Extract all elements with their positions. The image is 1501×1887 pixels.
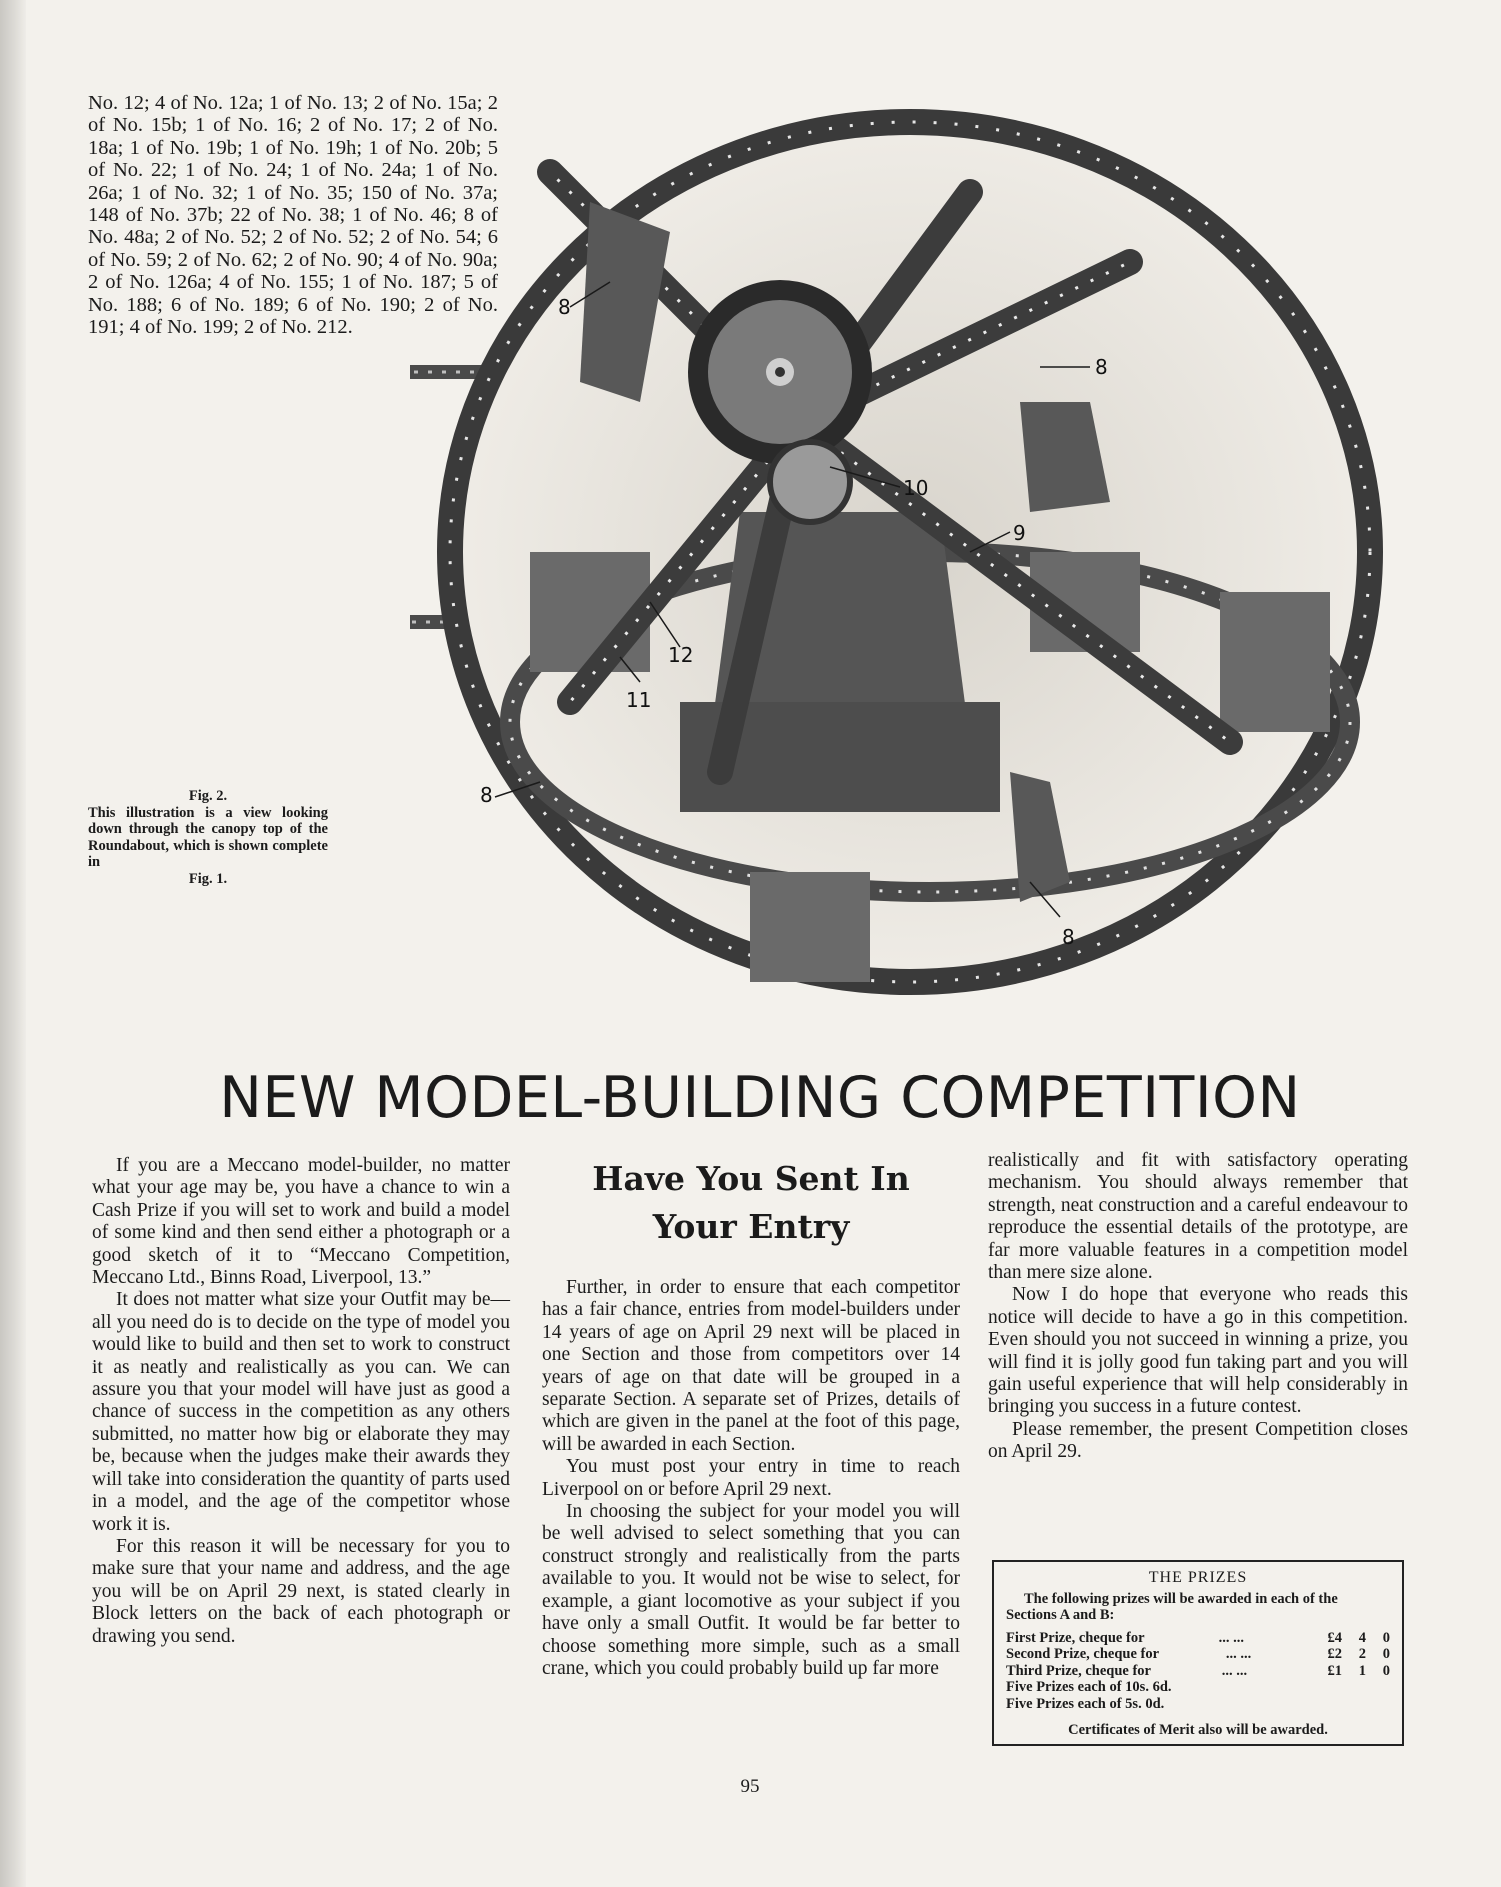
prizes-intro: The following prizes will be awarded in each of the Sections A and B:: [1006, 1590, 1338, 1623]
article-column-2: [542, 1155, 960, 1680]
prize-row: [1006, 1663, 1390, 1680]
callout-label: 8: [1062, 925, 1075, 949]
prize-pounds: £4: [1327, 1629, 1342, 1646]
page-number: 95: [740, 1776, 760, 1797]
subheading-line-1: Have You Sent In: [592, 1159, 910, 1198]
prize-amount: [1318, 1646, 1390, 1663]
callout-label: 8: [1095, 355, 1108, 379]
figure-caption: [88, 788, 328, 887]
headline: NEW MODEL-BUILDING COMPETITION: [219, 1065, 1301, 1131]
flat-plate-far-right: [1220, 592, 1330, 732]
prize-dots: ... ...: [1225, 1646, 1252, 1662]
paragraph: Further, in order to ensure that each competitor has a fair chance, entries from model-builders under 14 years of age on April 29 next will be placed in one Section and those from competitors over 14 years of age on that date will be grouped in a separate Section. A separate set of Prizes, details of which are given in the panel at the foot of this page, will be awarded in each Section.: [542, 1277, 960, 1455]
prizes-title: THE PRIZES: [1148, 1569, 1248, 1586]
prize-shillings: 2: [1358, 1646, 1366, 1662]
article-column-3: [988, 1150, 1408, 1464]
paragraph: If you are a Meccano model-builder, no matter what your age may be, you have a chance to win a Cash Prize if you will set to work and build a model of some kind and then send either a photograph or a good sketch of it to “Meccano Competition, Meccano Ltd., Binns Road, Liverpool, 13.”: [92, 1155, 510, 1289]
parts-list: No. 12; 4 of No. 12a; 1 of No. 13; 2 of No. 15a; 2 of No. 15b; 1 of No. 16; 2 of No. 17; 2 of No. 18a; 1 of No. 19b; 1 of No. 19h; 1 of No. 20b; 5 of No. 22; 1 of No. 24; 1 of No. 24a; 1 of No. 26a; 1 of No. 32; 1 of No. 35; 150 of No. 37a; 148 of No. 37b; 22 of No. 38; 1 of No. 46; 8 of No. 48a; 2 of No. 52; 2 of No. 52; 2 of No. 54; 6 of No. 59; 2 of No. 62; 2 of No. 90; 4 of No. 90a; 2 of No. 126a; 4 of No. 155; 1 of No. 187; 5 of No. 188; 6 of No. 189; 6 of No. 190; 2 of No. 191; 4 of No. 199; 2 of No. 212.: [88, 92, 498, 339]
hub: [770, 442, 850, 522]
callout-label: 9: [1013, 521, 1026, 545]
callout-label: 8: [480, 783, 493, 807]
prize-amount: [1318, 1663, 1390, 1680]
callout-label: 12: [668, 643, 694, 667]
prize-amount: [1318, 1630, 1390, 1647]
prize-dots: ... ...: [1221, 1662, 1248, 1679]
prize-extra: Five Prizes each of 10s. 6d.: [1006, 1679, 1172, 1695]
prize-label: Third Prize, cheque for: [1006, 1662, 1151, 1679]
paragraph: In choosing the subject for your model you will be well advised to select something that you can construct strongly and realistically from the parts available to you. It would not be wise to select, for example, a giant locomotive as your subject if you have only a small Outfit. It would be far better to choose something more simple, such as a small crane, which you could probably build up far more: [542, 1501, 960, 1679]
subheading: [542, 1155, 960, 1251]
prizes-panel: [992, 1560, 1404, 1746]
caption-title: Fig. 2.: [188, 788, 228, 804]
prize-pounds: £1: [1327, 1662, 1342, 1679]
paragraph: realistically and fit with satisfactory operating mechanism. You should always remember that strength, neat construction and a careful endeavour to reproduce the essential details of the prototype, are far more valuable features in a competition model than mere size alone.: [988, 1150, 1408, 1284]
paragraph: Now I do hope that everyone who reads this notice will decide to have a go in this competition. Even should you not succeed in winning a prize, you will find it is jolly good fun taking part and you will gain useful experience that will help considerably in bringing you success in a future contest.: [988, 1284, 1408, 1418]
prize-row: [1006, 1630, 1390, 1647]
prize-row: [1006, 1646, 1390, 1663]
prize-shillings: 4: [1358, 1629, 1366, 1646]
prize-dots: ... ...: [1218, 1629, 1244, 1646]
prize-pence: 0: [1382, 1662, 1390, 1679]
callout-label: 11: [626, 688, 652, 712]
paragraph: For this reason it will be necessary for you to make sure that your name and address, and the age you will be on April 29 next, is stated clearly in Block letters on the back of each photograph or drawing you send.: [92, 1535, 510, 1647]
prizes-footer: Certificates of Merit also will be awarded.: [1068, 1722, 1328, 1738]
prize-pence: 0: [1382, 1629, 1390, 1646]
paragraph: It does not matter what size your Outfit may be—all you need do is to decide on the type of model you would like to build and then set to work to construct it as neatly and realistically as you can. We can assure you that your model will have just as good a chance of success in the competition as any others submitted, no matter how big or elaborate they may be, because when the judges make their awards they will take into consideration the quantity of parts used in a model, and the age of the competitor whose work it is.: [92, 1289, 510, 1535]
callout-label: 10: [903, 476, 929, 500]
prize-extra: Five Prizes each of 5s. 0d.: [1006, 1695, 1165, 1712]
page-binding-shadow: [0, 0, 26, 1887]
caption-body: This illustration is a view looking down through the canopy top of the Roundabout, which is shown complete in: [88, 804, 328, 870]
roundabout-figure: [410, 82, 1430, 1022]
prize-pence: 0: [1382, 1646, 1390, 1662]
article-column-1: [92, 1155, 510, 1648]
prize-label: First Prize, cheque for: [1006, 1629, 1145, 1646]
prize-shillings: 1: [1358, 1662, 1366, 1679]
roundabout-photo: [410, 82, 1430, 1022]
paragraph: You must post your entry in time to reach Liverpool on or before April 29 next.: [542, 1456, 960, 1500]
subheading-line-2: Your Entry: [652, 1207, 850, 1246]
prize-pounds: £2: [1327, 1646, 1342, 1662]
prize-label: Second Prize, cheque for: [1006, 1646, 1160, 1662]
caption-reference: Fig. 1.: [188, 870, 228, 887]
paragraph: Please remember, the present Competition closes on April 29.: [988, 1418, 1408, 1463]
flat-plate-front: [750, 872, 870, 982]
callout-label: 8: [558, 295, 571, 319]
